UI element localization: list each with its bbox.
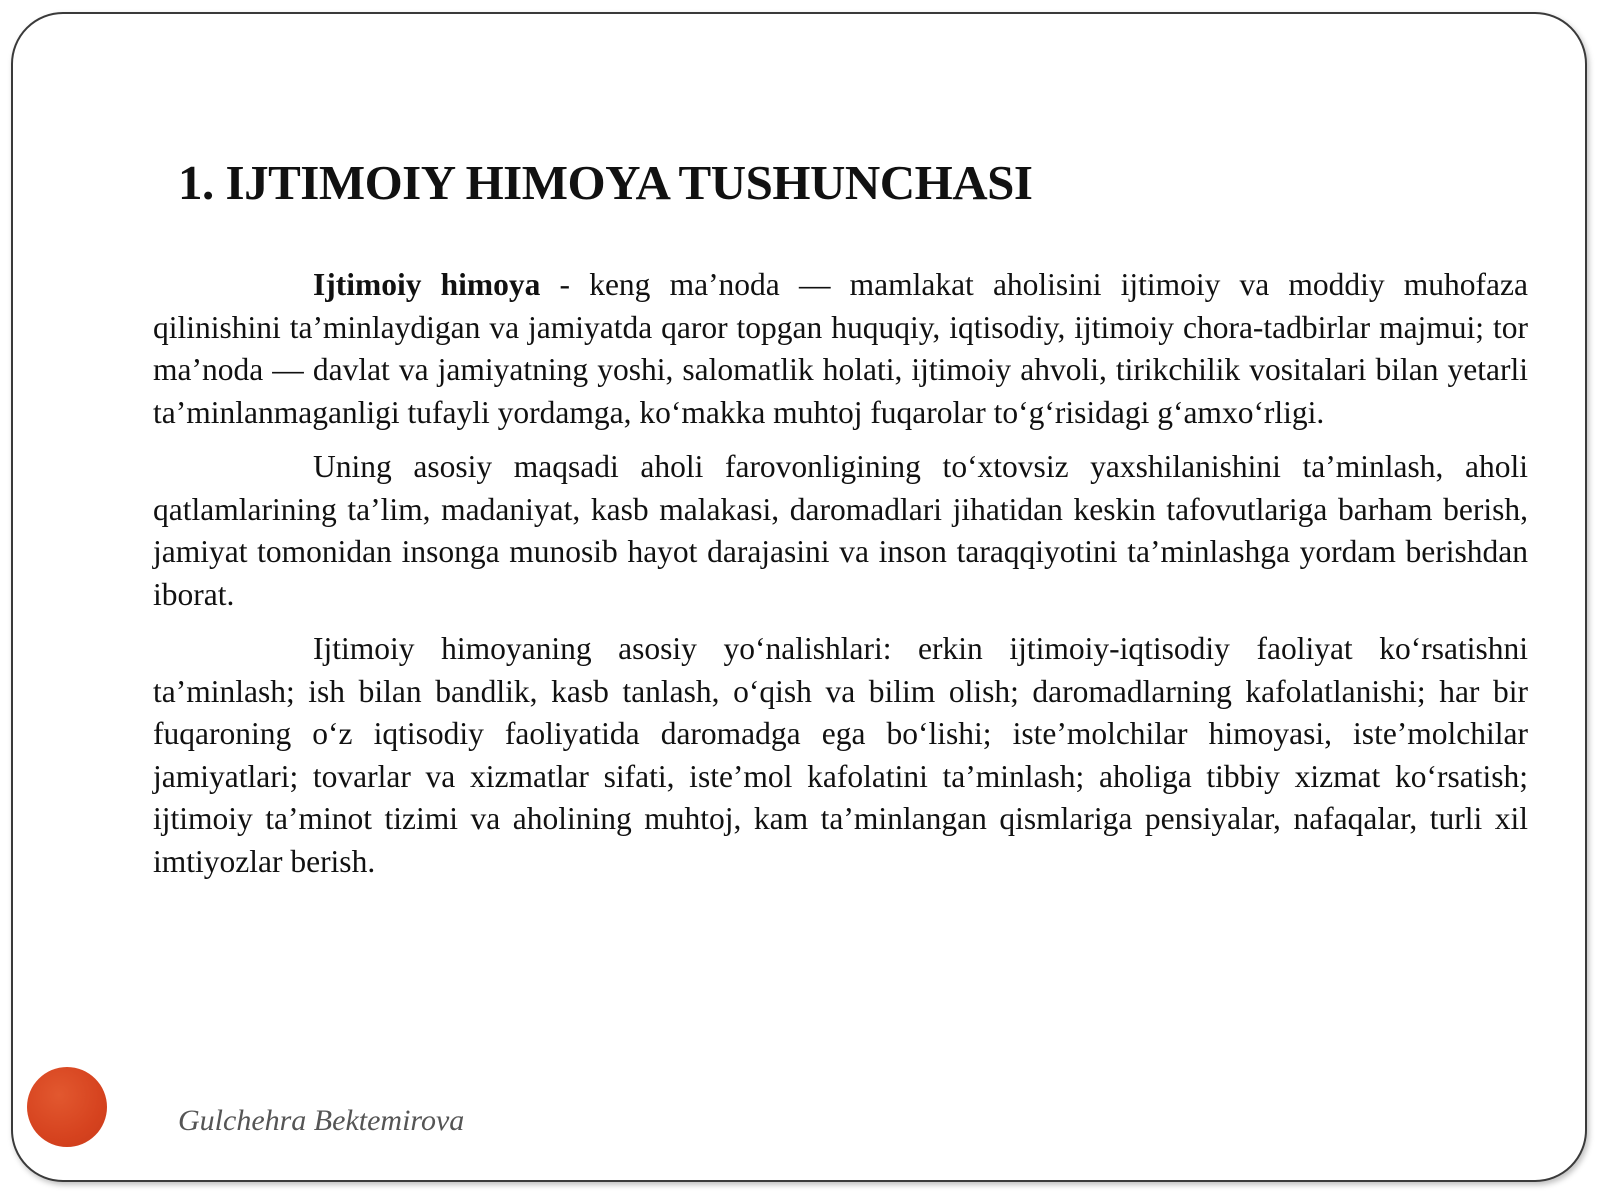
definition-text: - keng ma’noda — mamlakat aholisini ijtimoiy va moddiy muhofaza qilinishini ta’minlaydigan va jamiyatda qaror topgan huquqiy, iqtisodiy, ijtimoiy chora-tadbirlar majmui; tor ma’noda — davlat va jamiyatning yoshi, salomatlik holati, ijtimoiy ahvoli, tirikchilik vositalari bilan yetarli ta’minlanmaganligi tufayli yordamga, ko‘makka muhtoj fuqarolar to‘g‘risidagi g‘amxo‘rligi. [153,267,1528,430]
definition-term: Ijtimoiy himoya [313,267,541,302]
paragraph-directions: Ijtimoiy himoyaning asosiy yo‘nalishlari: erkin ijtimoiy-iqtisodiy faoliyat ko‘rsatishni ta’minlash; ish bilan bandlik, kasb tanlash, o‘qish va bilim olish; daromadlarning kafolatlanishi; har bir fuqaroning o‘z iqtisodiy faoliyatida daromadga ega bo‘lishi; iste’molchilar himoyasi, iste’molchilar jamiyatlari; tovarlar va xizmatlar sifati, iste’mol kafolatini ta’minlash; aholiga tibbiy xizmat ko‘rsatish; ijtimoiy ta’minot tizimi va aholining muhtoj, kam ta’minlangan qismlariga pensiyalar, nafaqalar, turli xil imtiyozlar berish. [153,631,1528,879]
slide-title: 1. IJTIMOIY HIMOYA TUSHUNCHASI [178,155,1033,210]
paragraph-goal: Uning asosiy maqsadi aholi farovonligining to‘xtovsiz yaxshilanishini ta’minlash, aholi qatlamlarining ta’lim, madaniyat, kasb malakasi, daromadlari jihatidan keskin tafovutlariga barham berish, jamiyat tomonidan insonga munosib hayot darajasini va inson taraqqiyotini ta’minlashga yordam berishdan iborat. [153,449,1528,612]
paragraph-definition [153,264,1528,434]
slide-body [153,264,1528,895]
slide-frame [11,12,1587,1182]
footer-author: Gulchehra Bektemirova [178,1104,465,1137]
decorative-circle [27,1067,107,1147]
